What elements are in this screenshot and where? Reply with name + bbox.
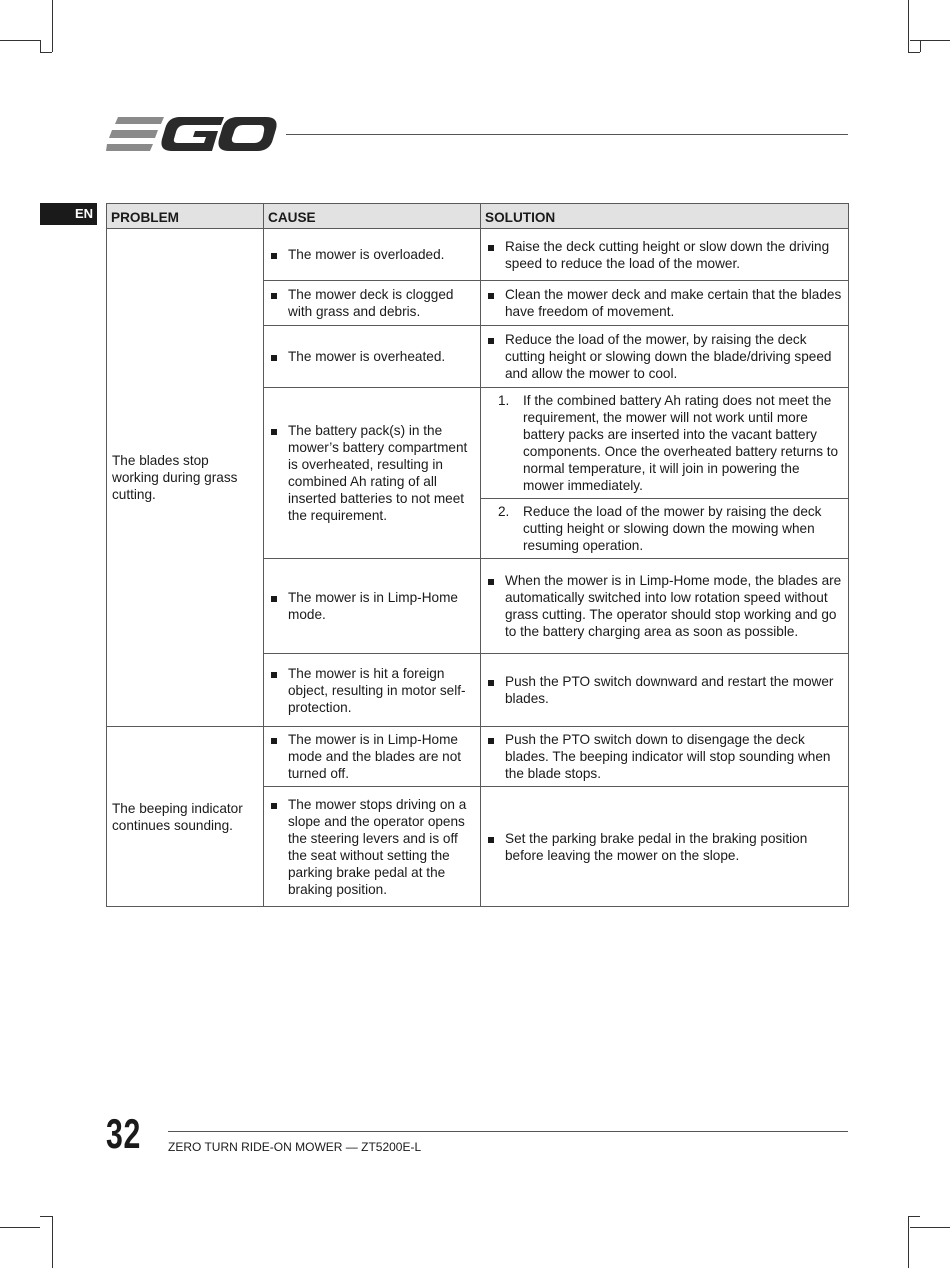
crop-mark	[40, 52, 52, 53]
solution-cell: 2. Reduce the load of the mower by raising the deck cutting height or slowing down the mowing when resuming operation.	[481, 499, 849, 559]
cause-cell: The mower is overloaded.	[264, 229, 481, 281]
solution-cell: Clean the mower deck and make certain that the blades have freedom of movement.	[481, 281, 849, 326]
solution-cell: Raise the deck cutting height or slow down the driving speed to reduce the load of the mower.	[481, 229, 849, 281]
problem-cell: The beeping indicator continues sounding.	[107, 727, 264, 907]
solution-cell: 1. If the combined battery Ah rating does not meet the requirement, the mower will not work until more battery packs are inserted into the vacant battery components. Once the overheated battery returns to normal temperature, it will join in powering the mower immediately.	[481, 388, 849, 499]
ego-logo	[106, 112, 278, 156]
table-header-row	[107, 204, 849, 229]
language-tab: EN	[40, 203, 97, 225]
header-rule	[286, 134, 848, 135]
solution-cell: Set the parking brake pedal in the braking position before leaving the mower on the slope.	[481, 787, 849, 907]
header-solution: SOLUTION	[481, 204, 849, 229]
cause-cell: The mower is hit a foreign object, resulting in motor self-protection.	[264, 654, 481, 727]
solution-cell: Push the PTO switch down to disengage the deck blades. The beeping indicator will stop sounding when the blade stops.	[481, 727, 849, 787]
troubleshooting-table	[106, 203, 849, 907]
crop-mark	[40, 1216, 52, 1217]
cause-cell: The mower is overheated.	[264, 326, 481, 388]
crop-mark	[908, 0, 909, 52]
crop-mark	[0, 1227, 40, 1228]
footer-rule	[168, 1131, 848, 1132]
crop-mark	[908, 1216, 920, 1217]
header-problem: PROBLEM	[107, 204, 264, 229]
footer-title: ZERO TURN RIDE-ON MOWER — ZT5200E-L	[168, 1140, 422, 1154]
solution-cell: Reduce the load of the mower, by raising the deck cutting height or slowing down the blade/driving speed and allow the mower to cool.	[481, 326, 849, 388]
table-row	[107, 727, 849, 787]
crop-mark	[910, 40, 950, 41]
crop-mark	[910, 1227, 950, 1228]
table-row	[107, 229, 849, 281]
problem-cell: The blades stop working during grass cutting.	[107, 229, 264, 727]
crop-mark	[908, 1216, 909, 1268]
cause-cell: The mower is in Limp-Home mode.	[264, 559, 481, 654]
cause-cell: The mower stops driving on a slope and the operator opens the steering levers and is off the seat without setting the parking brake pedal at the braking position.	[264, 787, 481, 907]
crop-mark	[920, 40, 921, 52]
solution-cell: Push the PTO switch downward and restart the mower blades.	[481, 654, 849, 727]
crop-mark	[52, 0, 53, 52]
cause-cell: The battery pack(s) in the mower’s battery compartment is overheated, resulting in combined Ah rating of all inserted batteries to not meet the requirement.	[264, 388, 481, 559]
page-number: 32	[106, 1110, 142, 1157]
cause-cell: The mower deck is clogged with grass and debris.	[264, 281, 481, 326]
header-cause: CAUSE	[264, 204, 481, 229]
solution-cell: When the mower is in Limp-Home mode, the blades are automatically switched into low rotation speed without grass cutting. The operator should stop working and go to the battery charging area as soon as possible.	[481, 559, 849, 654]
crop-mark	[40, 40, 41, 52]
cause-cell: The mower is in Limp-Home mode and the blades are not turned off.	[264, 727, 481, 787]
crop-mark	[908, 52, 920, 53]
crop-mark	[0, 40, 40, 41]
crop-mark	[52, 1216, 53, 1268]
